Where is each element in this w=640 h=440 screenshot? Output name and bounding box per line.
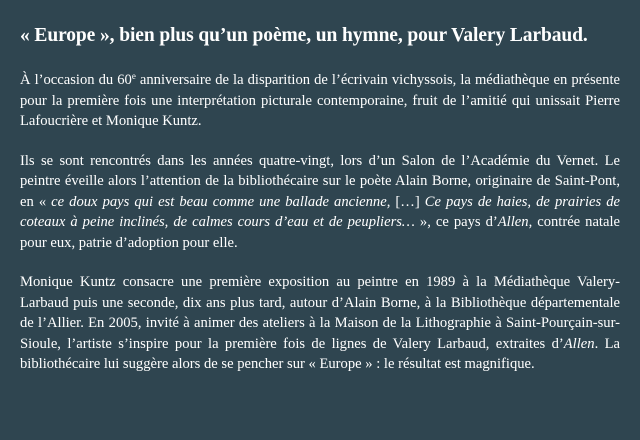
p3-allen-title: Allen xyxy=(563,335,595,352)
ordinal-superscript: e xyxy=(131,71,136,81)
p2-text-3: », ce pays d’ xyxy=(414,214,498,230)
p3-text-2: . La bibliothécaire lui suggère alors de se pencher sur « Europe » : le résultat est magnifique. xyxy=(20,335,620,372)
p2-quote-2: Ce pays de haies, de prairies de coteaux à peine inclinés, de calmes cours d’eau et de peupliers… xyxy=(20,193,620,230)
paragraph-exhibitions xyxy=(20,272,620,375)
article-title: « Europe », bien plus qu’un poème, un hymne, pour Valery Larbaud. xyxy=(20,25,588,46)
p2-allen-title: Allen xyxy=(497,214,529,230)
p1-text-before: À l’occasion du 60 xyxy=(20,72,132,88)
p2-text-1: Ils se sont rencontrés dans les années quatre-vingt, lors d’un Salon de l’Académie du Vernet. Le peintre éveille alors l’attention de la bibliothécaire sur le poète Alain Borne, originaire de Saint-Pont, en « xyxy=(20,152,620,210)
p3-text-1: Monique Kuntz consacre une première exposition au peintre en 1989 à la Médiathèque Valery-Larbaud puis une seconde, dix ans plus tard, autour d’Alain Borne, à la Bibliothèque départementale de l’Allier. En 2005, invité à animer des ateliers à la Maison de la Lithographie à Saint-Pourçain-sur-Sioule, l’artiste s’inspire pour la première fois de lignes de Valery Larbaud, extraites d’ xyxy=(20,274,620,352)
p2-quote-1: ce doux pays qui est beau comme une ballade ancienne, xyxy=(51,193,391,210)
p2-text-4: , contrée natale pour eux, patrie d’adoption pour elle. xyxy=(20,214,620,251)
p1-text-after: anniversaire de la disparition de l’écrivain vichyssois, la médiathèque en présente pour la première fois une interprétation picturale contemporaine, fruit de l’amitié qui unissait Pierre Lafoucrière et Monique Kuntz. xyxy=(20,72,620,129)
paragraph-meeting xyxy=(20,151,620,254)
p2-text-2: […] xyxy=(390,193,425,210)
paragraph-intro xyxy=(20,70,620,132)
